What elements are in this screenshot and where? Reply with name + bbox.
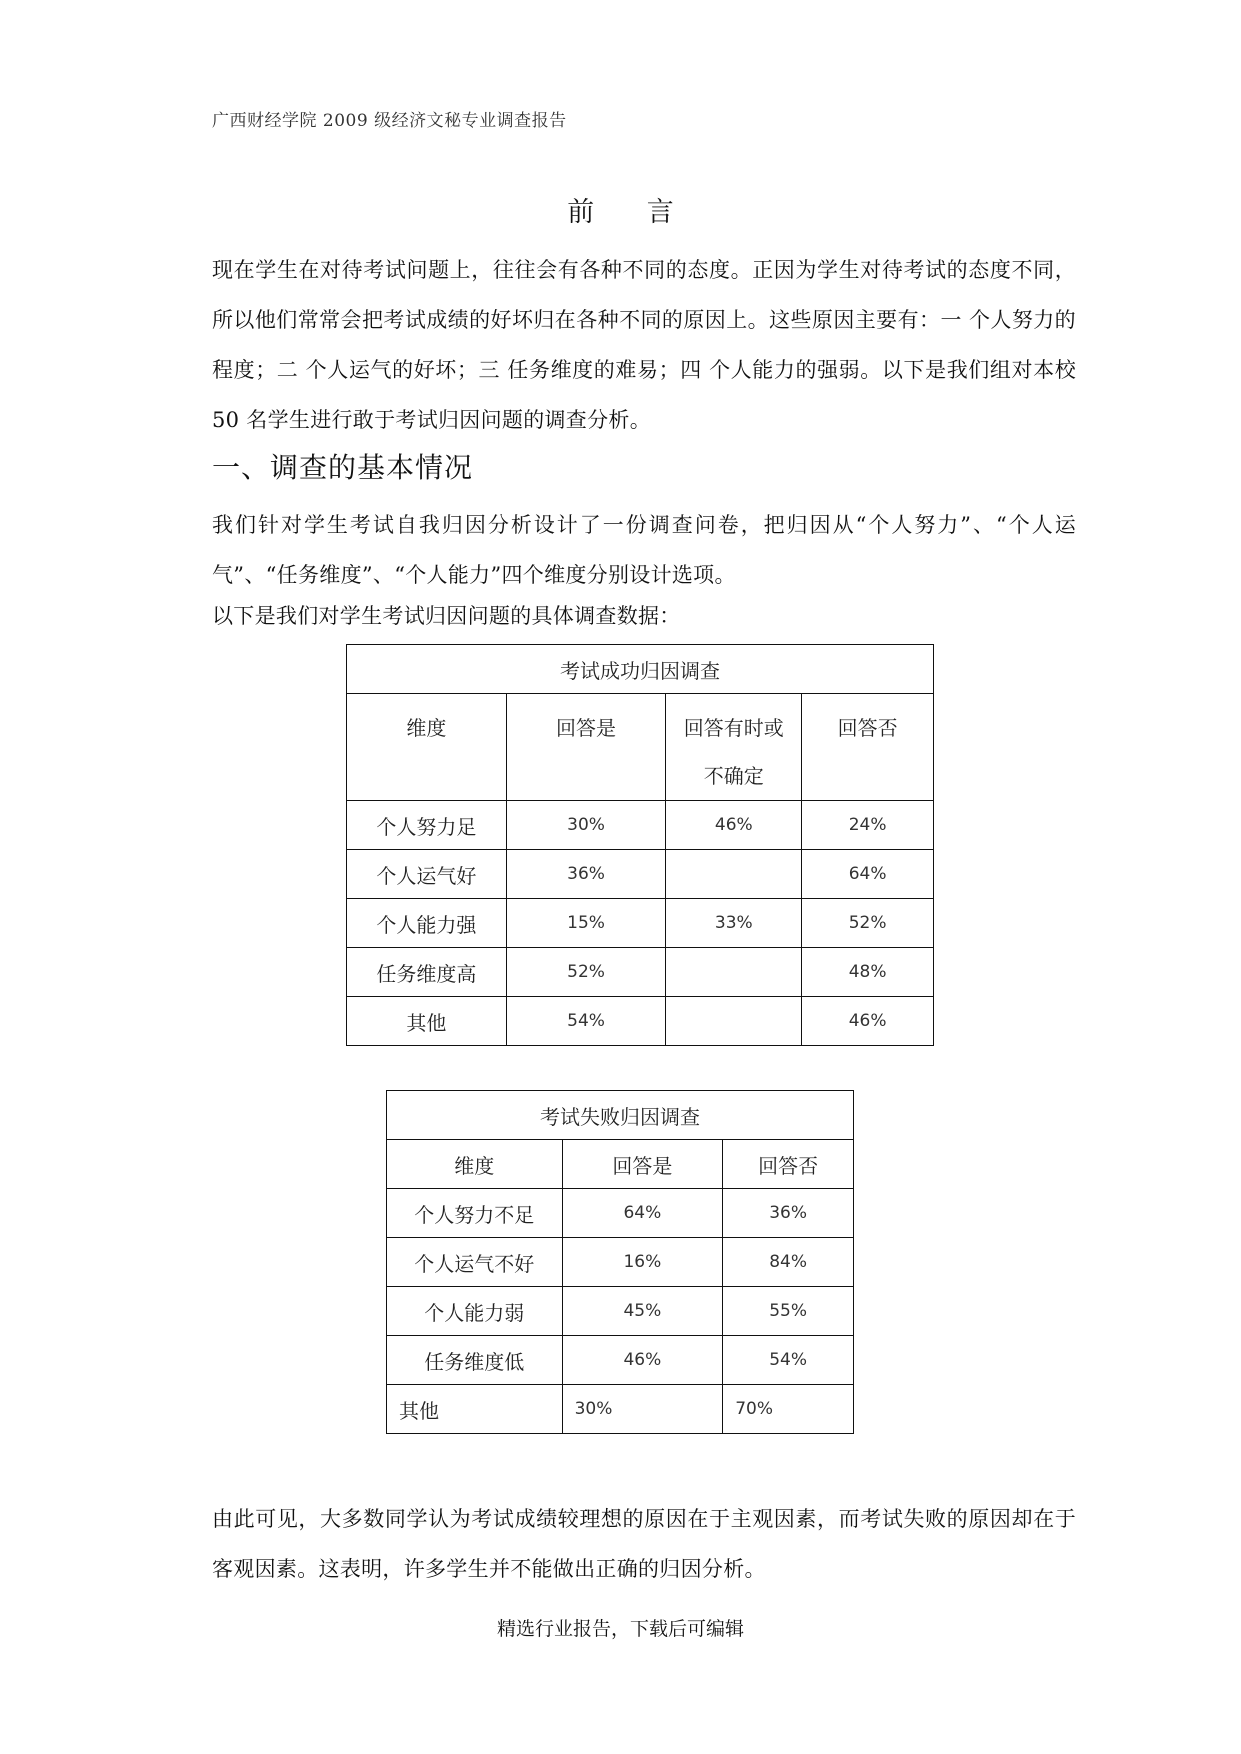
column-header: 维度 bbox=[387, 1140, 563, 1189]
column-header: 回答是 bbox=[562, 1140, 723, 1189]
table-cell: 36% bbox=[723, 1189, 854, 1238]
table-cell bbox=[666, 948, 802, 997]
table-row bbox=[347, 801, 934, 850]
table-cell: 30% bbox=[506, 801, 666, 850]
failure-attribution-table bbox=[386, 1090, 854, 1434]
table-cell: 70% bbox=[723, 1385, 854, 1434]
table-cell: 46% bbox=[562, 1336, 723, 1385]
table-cell: 36% bbox=[506, 850, 666, 899]
table-cell: 个人努力足 bbox=[347, 801, 507, 850]
table-cell: 64% bbox=[802, 850, 934, 899]
table-row bbox=[347, 850, 934, 899]
table-cell: 54% bbox=[723, 1336, 854, 1385]
section-heading: 一、调查的基本情况 bbox=[212, 451, 474, 484]
table-row bbox=[347, 899, 934, 948]
table-row bbox=[387, 1336, 854, 1385]
table-caption: 考试成功归因调查 bbox=[347, 645, 934, 694]
table-cell: 52% bbox=[506, 948, 666, 997]
table-cell: 24% bbox=[802, 801, 934, 850]
table-cell: 64% bbox=[562, 1189, 723, 1238]
table-cell: 54% bbox=[506, 997, 666, 1046]
table-row bbox=[387, 1189, 854, 1238]
table-cell: 84% bbox=[723, 1238, 854, 1287]
table-cell: 16% bbox=[562, 1238, 723, 1287]
table-caption: 考试失败归因调查 bbox=[387, 1091, 854, 1140]
page-title: 前 言 bbox=[567, 197, 696, 228]
table-cell: 15% bbox=[506, 899, 666, 948]
table-cell: 个人运气不好 bbox=[387, 1238, 563, 1287]
page-footer: 精选行业报告，下载后可编辑 bbox=[496, 1618, 744, 1640]
table-cell: 52% bbox=[802, 899, 934, 948]
table-cell: 33% bbox=[666, 899, 802, 948]
table-row bbox=[347, 948, 934, 997]
column-header: 回答有时或不确定 bbox=[666, 694, 802, 801]
table-cell: 个人能力强 bbox=[347, 899, 507, 948]
column-header: 回答否 bbox=[723, 1140, 854, 1189]
success-attribution-table bbox=[346, 644, 934, 1046]
table-cell: 46% bbox=[802, 997, 934, 1046]
intro-paragraph: 现在学生在对待考试问题上，往往会有各种不同的态度。正因为学生对待考试的态度不同，所以他们常常会把考试成绩的好坏归在各种不同的原因上。这些原因主要有：一 个人努力的程度；二 个人运气的好坏；三 任务维度的难易；四 个人能力的强弱。以下是我们组对本校 50 名学生进行敢于考试归因问题的调查分析。 bbox=[212, 258, 1076, 432]
table-cell: 个人能力弱 bbox=[387, 1287, 563, 1336]
table-row bbox=[387, 1238, 854, 1287]
table-cell: 其他 bbox=[347, 997, 507, 1046]
column-header: 维度 bbox=[347, 694, 507, 801]
data-lead-text: 以下是我们对学生考试归因问题的具体调查数据： bbox=[212, 604, 681, 628]
document-header: 广西财经学院 2009 级经济文秘专业调查报告 bbox=[212, 111, 567, 131]
table-row bbox=[387, 1287, 854, 1336]
table-cell: 个人努力不足 bbox=[387, 1189, 563, 1238]
conclusion-paragraph: 由此可见，大多数同学认为考试成绩较理想的原因在于主观因素，而考试失败的原因却在于客观因素。这表明，许多学生并不能做出正确的归因分析。 bbox=[212, 1507, 1076, 1581]
column-header: 回答否 bbox=[802, 694, 934, 801]
table-cell: 个人运气好 bbox=[347, 850, 507, 899]
table-row bbox=[387, 1385, 854, 1434]
survey-paragraph: 我们针对学生考试自我归因分析设计了一份调查问卷，把归因从“个人努力”、“个人运气”、“任务维度”、“个人能力”四个维度分别设计选项。 bbox=[212, 513, 1076, 587]
table-cell: 任务维度高 bbox=[347, 948, 507, 997]
table-cell: 48% bbox=[802, 948, 934, 997]
table-cell: 45% bbox=[562, 1287, 723, 1336]
column-header: 回答是 bbox=[506, 694, 666, 801]
table-cell bbox=[666, 850, 802, 899]
table-cell: 任务维度低 bbox=[387, 1336, 563, 1385]
table-cell bbox=[666, 997, 802, 1046]
table-cell: 其他 bbox=[387, 1385, 563, 1434]
table-row bbox=[347, 997, 934, 1046]
table-cell: 30% bbox=[562, 1385, 723, 1434]
table-cell: 55% bbox=[723, 1287, 854, 1336]
table-cell: 46% bbox=[666, 801, 802, 850]
